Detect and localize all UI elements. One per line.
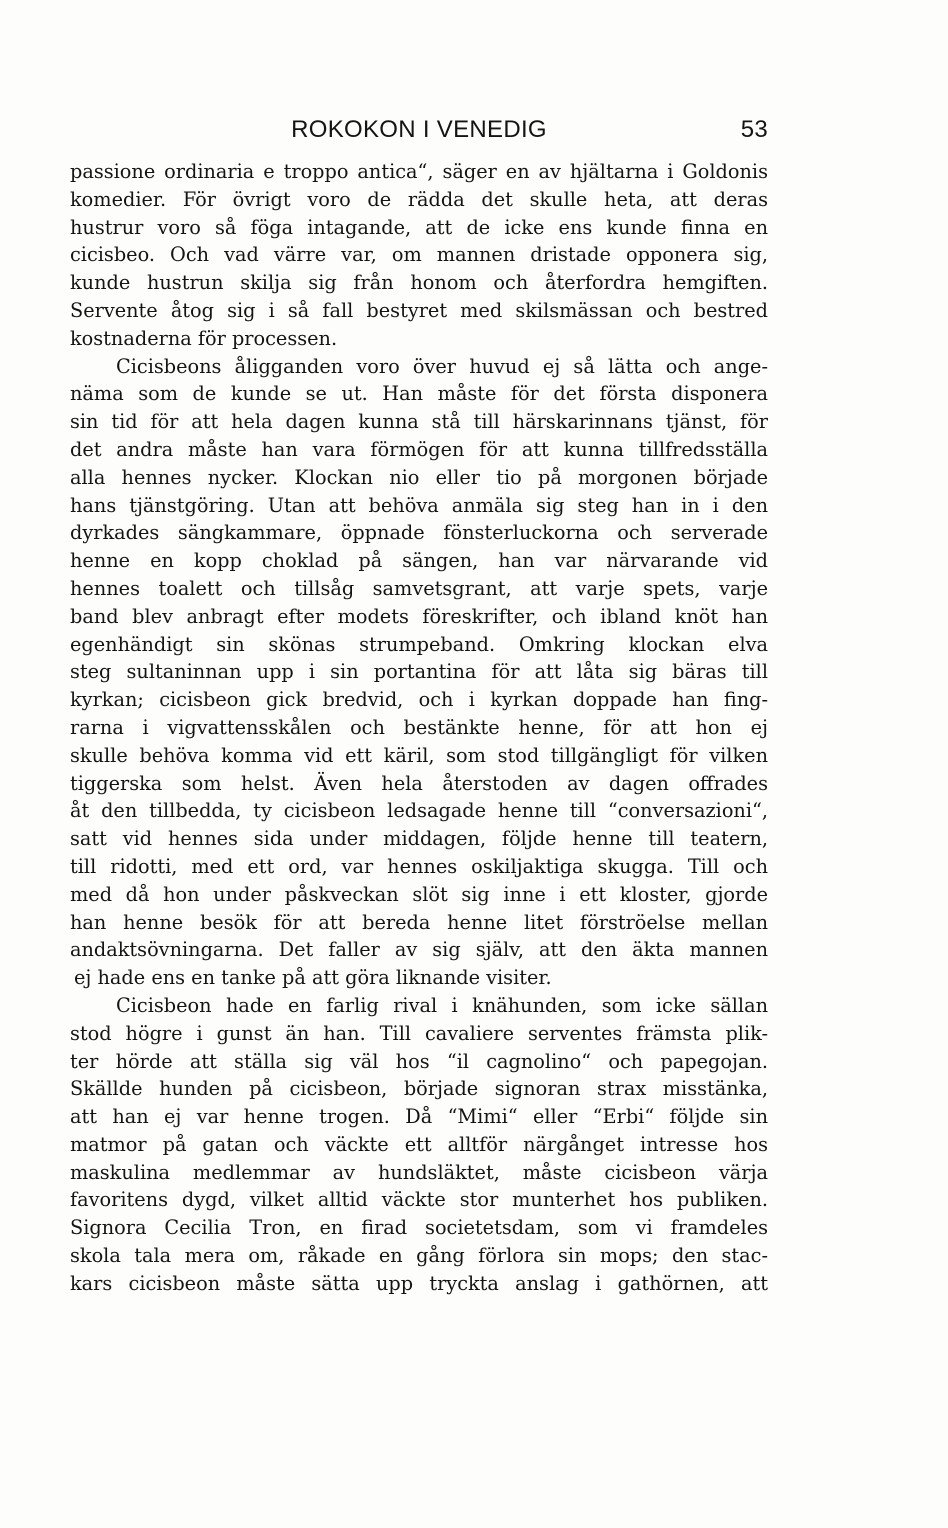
text-line: andaktsövningarna. Det faller av sig själv, att den äkta mannen xyxy=(70,938,768,962)
text-line: sin tid för att hela dagen kunna stå till härskarinnans tjänst, för xyxy=(70,410,768,434)
text-line: alla hennes nycker. Klockan nio eller tio på morgonen började xyxy=(70,465,768,489)
text-line: kyrkan; cicisbeon gick bredvid, och i kyrkan doppade han fing- xyxy=(70,688,768,712)
text-line: passione ordinaria e troppo antica“, säger en av hjältarna i Goldonis xyxy=(70,160,768,183)
text-line: Signora Cecilia Tron, en firad societetsdam, som vi framdeles xyxy=(70,1216,768,1240)
text-line: satt vid hennes sida under middagen, följde henne till teatern, xyxy=(70,827,768,851)
text-line: favoritens dygd, vilket alltid väckte stor munterhet hos publiken. xyxy=(70,1188,768,1212)
text-line: kars cicisbeon måste sätta upp tryckta anslag i gathörnen, att xyxy=(70,1271,768,1295)
text-line: henne en kopp choklad på sängen, han var närvarande vid xyxy=(70,549,768,573)
text-line: Cicisbeons åligganden voro över huvud ej så lätta och ange- xyxy=(116,354,768,378)
text-line: kunde hustrun skilja sig från honom och återfordra hemgiften. xyxy=(70,271,768,295)
text-line: kostnaderna för processen. xyxy=(70,326,338,350)
text-line: stod högre i gunst än han. Till cavaliere serventes främsta plik- xyxy=(70,1021,768,1045)
text-line: band blev anbragt efter modets föreskrifter, och ibland knöt han xyxy=(70,604,768,628)
text-line: skulle behöva komma vid ett käril, som stod tillgängligt för vilken xyxy=(70,743,768,767)
text-line: hustrur voro så föga intagande, att de icke ens kunde finna en xyxy=(70,215,768,239)
text-line: till ridotti, med ett ord, var hennes oskiljaktiga skugga. Till och xyxy=(70,854,768,878)
text-line: steg sultaninnan upp i sin portantina för att låta sig bäras till xyxy=(70,660,768,684)
text-line: hennes toalett och tillsåg samvetsgrant, att varje spets, varje xyxy=(70,576,768,600)
text-line: egenhändigt sin skönas strumpeband. Omkring klockan elva xyxy=(70,632,768,656)
text-line: maskulina medlemmar av hundsläktet, måste cicisbeon värja xyxy=(70,1160,768,1184)
text-line: ter hörde att ställa sig väl hos “il cagnolino“ och papegojan. xyxy=(70,1049,768,1073)
body-text xyxy=(70,158,768,1298)
text-line: tiggerska som helst. Även hela återstoden av dagen offrades xyxy=(70,771,768,795)
text-line: skola tala mera om, råkade en gång förlora sin mops; den stac- xyxy=(70,1244,768,1268)
text-line: ej hade ens en tanke på att göra liknande visiter. xyxy=(74,966,552,990)
text-line: att han ej var henne trogen. Då “Mimi“ eller “Erbi“ följde sin xyxy=(70,1105,768,1129)
text-line: cicisbeo. Och vad värre var, om mannen dristade opponera sig, xyxy=(70,243,768,267)
page-number: 53 xyxy=(740,116,768,143)
text-line: Skällde hunden på cicisbeon, började signoran strax misstänka, xyxy=(70,1077,768,1101)
text-line: åt den tillbedda, ty cicisbeon ledsagade henne till “conversazioni“, xyxy=(70,799,768,823)
text-line: Cicisbeon hade en farlig rival i knähunden, som icke sällan xyxy=(116,993,768,1017)
text-line: han henne besök för att bereda henne litet förströelse mellan xyxy=(70,910,768,934)
text-line: Servente åtog sig i så fall bestyret med skilsmässan och bestred xyxy=(70,298,768,322)
text-line: dyrkades sängkammare, öppnade fönsterluckorna och serverade xyxy=(70,521,768,545)
text-line: med då hon under påskveckan slöt sig inne i ett kloster, gjorde xyxy=(70,882,768,906)
text-line: matmor på gatan och väckte ett alltför närgånget intresse hos xyxy=(70,1132,768,1156)
text-line: komedier. För övrigt voro de rädda det skulle heta, att deras xyxy=(70,187,768,211)
text-line: hans tjänstgöring. Utan att behöva anmäla sig steg han in i den xyxy=(70,493,768,517)
running-title: ROKOKON I VENEDIG xyxy=(291,116,547,143)
page-header xyxy=(70,113,768,147)
text-line: det andra måste han vara förmögen för att kunna tillfredsställa xyxy=(70,437,768,461)
text-line: näma som de kunde se ut. Han måste för det första disponera xyxy=(70,382,768,406)
text-line: rarna i vigvattensskålen och bestänkte henne, för att hon ej xyxy=(70,715,768,739)
